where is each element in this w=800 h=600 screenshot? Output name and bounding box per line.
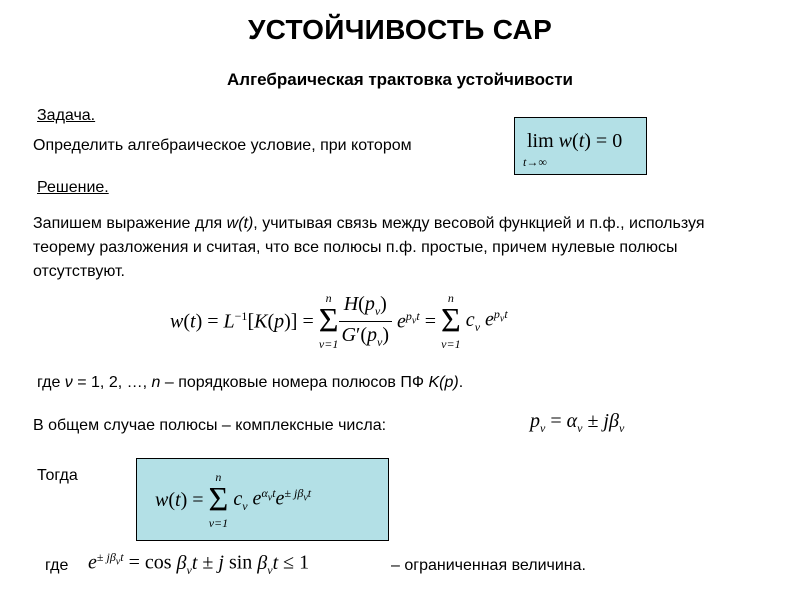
- page-subtitle: Алгебраическая трактовка устойчивости: [227, 70, 573, 89]
- solution-paragraph-func: w(t): [226, 215, 254, 232]
- weight-function-formula: $w(t) = L^{-1}[K(p)]$ = n Σ ν=1 $\frac{H(p_\nu)}{G'(p_\nu)}$ $e^{p_\nu t}$ = n Σ ν=1 $c_\nu$ $e^{p_\nu t}$: [170, 291, 508, 351]
- where-poles-n: n: [151, 374, 161, 391]
- then-text: Тогда: [37, 467, 78, 484]
- where-poles-k: K(p): [428, 374, 459, 391]
- limit-formula: lim w(t) = 0: [527, 130, 623, 152]
- where-poles-pre: где: [37, 374, 65, 391]
- where-poles-end: .: [458, 374, 464, 391]
- result-formula-box: [136, 458, 389, 541]
- task-heading: Задача.: [37, 107, 96, 124]
- solution-paragraph-pre: Запишем выражение для: [33, 215, 227, 232]
- where-bounded-post: – ограниченная величина.: [391, 557, 586, 574]
- solution-heading: Решение.: [37, 179, 109, 196]
- solution-paragraph-post: , учитывая связь между весовой функцией и п.ф., используя теорему разложения и считая, что все полюсы п.ф. простые, причем нулевые полюсы отсутствуют.: [33, 215, 705, 280]
- task-text: Определить алгебраическое условие, при котором: [33, 137, 412, 154]
- limit-subscript: t→∞: [523, 155, 547, 169]
- limit-formula-box: [514, 117, 647, 175]
- where-bounded-pre: где: [45, 557, 69, 574]
- euler-formula: $e^{\pm j\beta_\nu t} = \cos \beta_\nu t \pm j$ $\sin \beta_\nu t \le 1$: [88, 550, 310, 577]
- where-poles-post: – порядковые номера полюсов ПФ: [160, 374, 429, 391]
- complex-pole-formula: $p_\nu = \alpha_\nu \pm j\beta_\nu$: [530, 410, 625, 435]
- solution-paragraph: [33, 212, 763, 284]
- where-poles-nu: ν: [64, 374, 73, 391]
- page-title: УСТОЙЧИВОСТЬ САР: [247, 14, 553, 45]
- where-poles-line: [37, 371, 463, 395]
- result-formula: w(t) = n Σ ν=1 $c_\nu$ $e^{\alpha_\nu t}e^{\pm j\beta_\nu t}$: [155, 470, 312, 530]
- where-poles-mid: = 1, 2, …,: [72, 374, 152, 391]
- general-case-text: В общем случае полюсы – комплексные числа:: [33, 417, 387, 434]
